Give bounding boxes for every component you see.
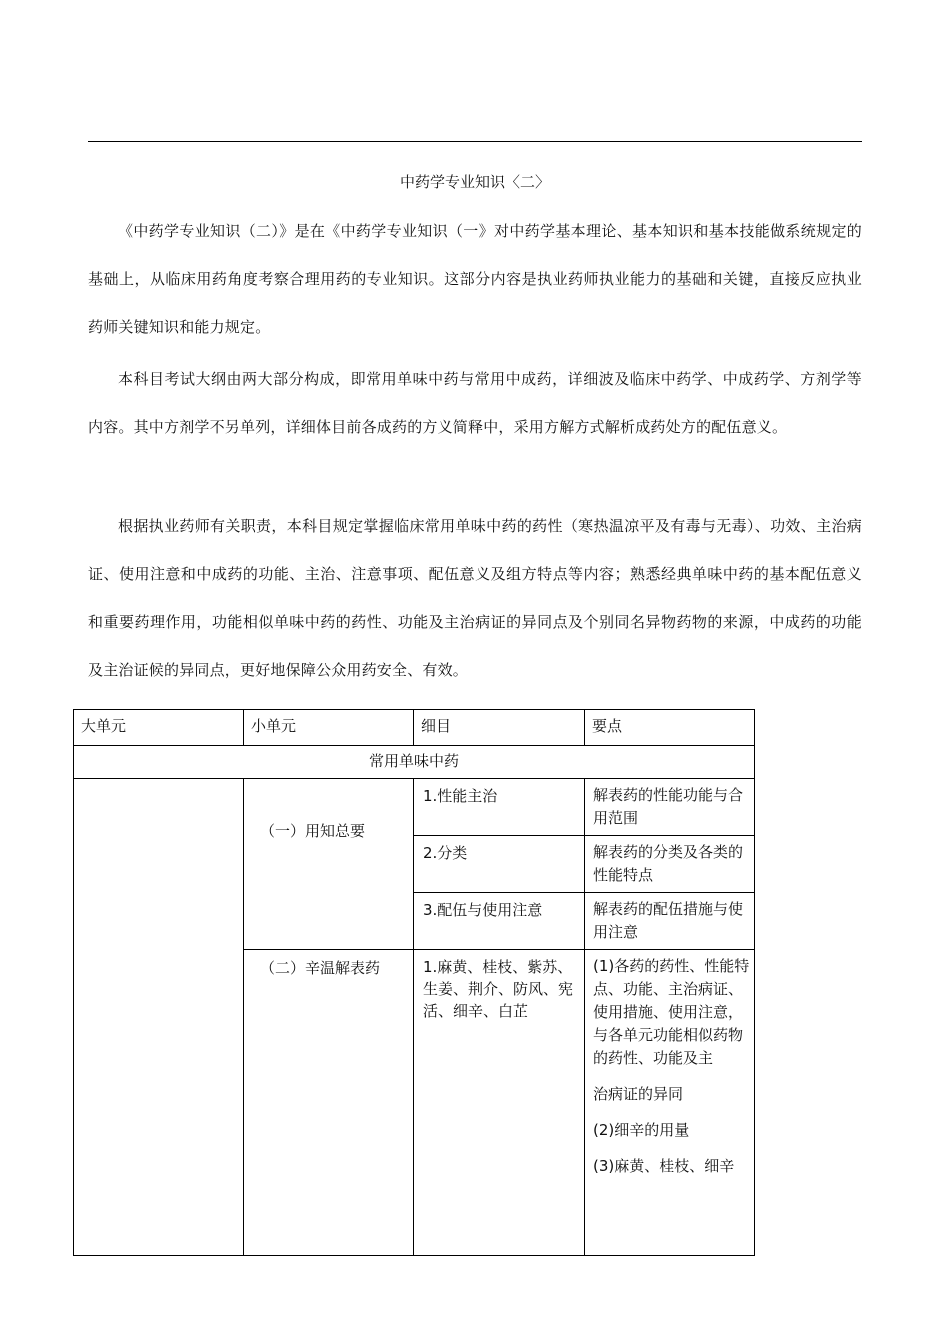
header-key-points: 要点: [585, 710, 755, 746]
key-point-cell: [585, 950, 755, 1256]
detail-cell: 1.麻黄、桂枝、紫苏、生姜、荆介、防风、宪活、细辛、白芷: [414, 950, 585, 1256]
major-unit-cell: [74, 779, 244, 1256]
section-row: [74, 746, 755, 779]
key-point-cell: 解表药的性能功能与合用范围: [585, 779, 755, 836]
key-point-line: 与各单元功能相似药物的药性、功能及主: [593, 1026, 744, 1067]
key-point-cell: 解表药的配伍措施与使用注意: [585, 893, 755, 950]
key-point-line: 治病证的异同: [593, 1085, 684, 1103]
header-major-unit: 大单元: [74, 710, 244, 746]
key-point-line: (1)各药的药性、性能特点、功能、主治病证、使用措施、使用注意，: [593, 957, 750, 1021]
detail-cell: 2.分类: [414, 836, 585, 893]
minor-unit-cell: （二）辛温解表药: [244, 950, 414, 1256]
table-row: [74, 779, 755, 836]
section-title: 常用单味中药: [74, 746, 755, 779]
key-point-line: (2)细辛的用量: [593, 1121, 690, 1139]
header-minor-unit: 小单元: [244, 710, 414, 746]
header-rule: [88, 141, 862, 142]
structure-paragraph: 本科目考试大纲由两大部分构成，即常用单味中药与常用中成药，详细波及临床中药学、中成药学、方剂学等内容。其中方剂学不另单列，详细体目前各成药的方义简释中，采用方解方式解析成药处方的配伍意义。: [88, 370, 862, 436]
syllabus-table: [73, 709, 755, 1256]
intro-paragraph: 《中药学专业知识（二）》是在《中药学专业知识（一》对中药学基本理论、基本知识和基本技能做系统规定的基础上，从临床用药角度考察合理用药的专业知识。这部分内容是执业药师执业能力的基础和关键，直接反应执业药师关键知识和能力规定。: [88, 222, 862, 336]
document-title: 中药学专业知识〈二〉: [399, 173, 550, 191]
requirements-paragraph: 根据执业药师有关职责，本科目规定掌握临床常用单味中药的药性（寒热温凉平及有毒与无毒）、功效、主治病证、使用注意和中成药的功能、主治、注意事项、配伍意义及组方特点等内容；熟悉经典单味中药的基本配伍意义和重要药理作用，功能相似单味中药的药性、功能及主治病证的异同点及个别同名异物药物的来源，中成药的功能及主治证候的异同点，更好地保障公众用药安全、有效。: [88, 517, 862, 679]
minor-unit-cell: （一）用知总要: [244, 779, 414, 950]
key-point-line: (3)麻黄、桂枝、细辛: [593, 1157, 735, 1175]
table-header-row: [74, 710, 755, 746]
detail-cell: 3.配伍与使用注意: [414, 893, 585, 950]
header-detail: 细目: [414, 710, 585, 746]
key-point-cell: 解表药的分类及各类的性能特点: [585, 836, 755, 893]
detail-cell: 1.性能主治: [414, 779, 585, 836]
